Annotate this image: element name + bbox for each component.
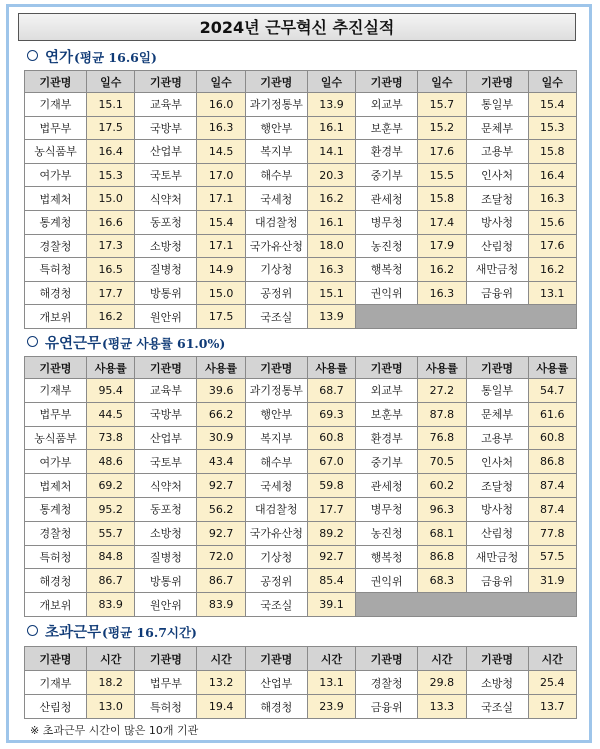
agency-name-cell: 조달청 bbox=[466, 187, 528, 211]
column-header: 사용률 bbox=[528, 357, 576, 379]
leave-section-title bbox=[27, 48, 157, 68]
agency-name-cell: 행안부 bbox=[245, 402, 307, 426]
value-cell: 13.9 bbox=[307, 93, 355, 117]
value-cell: 17.6 bbox=[418, 140, 466, 164]
value-cell: 15.3 bbox=[528, 116, 576, 140]
value-cell: 44.5 bbox=[87, 402, 135, 426]
agency-name-cell: 해경청 bbox=[25, 569, 87, 593]
agency-name-cell: 새만금청 bbox=[466, 545, 528, 569]
agency-name-cell: 국방부 bbox=[135, 116, 197, 140]
agency-name-cell: 법제처 bbox=[25, 187, 87, 211]
agency-name-cell: 동포청 bbox=[135, 497, 197, 521]
agency-name-cell: 통계청 bbox=[25, 497, 87, 521]
value-cell: 86.7 bbox=[197, 569, 245, 593]
value-cell: 16.3 bbox=[528, 187, 576, 211]
value-cell: 17.4 bbox=[418, 210, 466, 234]
agency-name-cell: 외교부 bbox=[356, 93, 418, 117]
agency-name-cell: 병무청 bbox=[356, 210, 418, 234]
value-cell: 68.3 bbox=[418, 569, 466, 593]
column-header: 기관명 bbox=[135, 71, 197, 93]
value-cell: 17.6 bbox=[528, 234, 576, 258]
circle-bullet-icon bbox=[27, 50, 38, 61]
agency-name-cell: 문체부 bbox=[466, 402, 528, 426]
column-header: 기관명 bbox=[135, 357, 197, 379]
agency-name-cell: 환경부 bbox=[356, 140, 418, 164]
value-cell: 73.8 bbox=[87, 426, 135, 450]
value-cell: 16.2 bbox=[87, 305, 135, 329]
value-cell: 15.7 bbox=[418, 93, 466, 117]
column-header: 일수 bbox=[528, 71, 576, 93]
agency-name-cell: 국토부 bbox=[135, 163, 197, 187]
value-cell: 27.2 bbox=[418, 379, 466, 403]
table-row bbox=[25, 187, 577, 211]
value-cell: 48.6 bbox=[87, 450, 135, 474]
agency-name-cell: 인사처 bbox=[466, 450, 528, 474]
column-header: 기관명 bbox=[466, 71, 528, 93]
agency-name-cell: 조달청 bbox=[466, 474, 528, 498]
agency-name-cell: 국방부 bbox=[135, 402, 197, 426]
agency-name-cell: 산림청 bbox=[466, 521, 528, 545]
agency-name-cell: 방통위 bbox=[135, 281, 197, 305]
value-cell: 25.4 bbox=[528, 671, 576, 695]
value-cell: 15.3 bbox=[87, 163, 135, 187]
column-header: 기관명 bbox=[245, 647, 307, 671]
footnote: ※ 초과근무 시간이 많은 10개 기관 bbox=[30, 724, 199, 737]
agency-name-cell: 인사처 bbox=[466, 163, 528, 187]
value-cell: 17.7 bbox=[307, 497, 355, 521]
column-header: 기관명 bbox=[25, 357, 87, 379]
table-row bbox=[25, 497, 577, 521]
agency-name-cell: 국가유산청 bbox=[245, 234, 307, 258]
agency-name-cell: 행안부 bbox=[245, 116, 307, 140]
agency-name-cell: 교육부 bbox=[135, 379, 197, 403]
value-cell: 13.7 bbox=[528, 695, 576, 719]
agency-name-cell: 법무부 bbox=[25, 402, 87, 426]
column-header: 기관명 bbox=[356, 647, 418, 671]
agency-name-cell: 복지부 bbox=[245, 426, 307, 450]
agency-name-cell: 농진청 bbox=[356, 234, 418, 258]
value-cell: 18.2 bbox=[87, 671, 135, 695]
agency-name-cell: 법무부 bbox=[25, 116, 87, 140]
value-cell: 55.7 bbox=[87, 521, 135, 545]
agency-name-cell: 통일부 bbox=[466, 379, 528, 403]
value-cell: 92.7 bbox=[197, 521, 245, 545]
table-row bbox=[25, 545, 577, 569]
table-header-row bbox=[25, 71, 577, 93]
value-cell: 96.3 bbox=[418, 497, 466, 521]
table-row bbox=[25, 281, 577, 305]
agency-name-cell: 특허청 bbox=[135, 695, 197, 719]
agency-name-cell: 보훈부 bbox=[356, 402, 418, 426]
agency-name-cell: 중기부 bbox=[356, 450, 418, 474]
table-row bbox=[25, 671, 577, 695]
value-cell: 68.7 bbox=[307, 379, 355, 403]
value-cell: 16.1 bbox=[307, 210, 355, 234]
agency-name-cell: 대검찰청 bbox=[245, 497, 307, 521]
overtime-table bbox=[24, 646, 577, 719]
table-header-row bbox=[25, 357, 577, 379]
value-cell: 15.4 bbox=[197, 210, 245, 234]
table-header-row bbox=[25, 647, 577, 671]
column-header: 일수 bbox=[197, 71, 245, 93]
agency-name-cell: 기상청 bbox=[245, 258, 307, 282]
column-header: 기관명 bbox=[135, 647, 197, 671]
value-cell: 17.1 bbox=[197, 187, 245, 211]
agency-name-cell: 산업부 bbox=[135, 426, 197, 450]
empty-filler-cell bbox=[356, 305, 577, 329]
value-cell: 39.6 bbox=[197, 379, 245, 403]
value-cell: 76.8 bbox=[418, 426, 466, 450]
value-cell: 60.2 bbox=[418, 474, 466, 498]
value-cell: 15.2 bbox=[418, 116, 466, 140]
agency-name-cell: 산림청 bbox=[25, 695, 87, 719]
column-header: 기관명 bbox=[356, 71, 418, 93]
agency-name-cell: 관세청 bbox=[356, 474, 418, 498]
value-cell: 15.4 bbox=[528, 93, 576, 117]
value-cell: 61.6 bbox=[528, 402, 576, 426]
table-row bbox=[25, 234, 577, 258]
empty-filler-cell bbox=[356, 593, 577, 617]
agency-name-cell: 공정위 bbox=[245, 569, 307, 593]
value-cell: 86.8 bbox=[418, 545, 466, 569]
agency-name-cell: 원안위 bbox=[135, 593, 197, 617]
agency-name-cell: 소방청 bbox=[466, 671, 528, 695]
agency-name-cell: 개보위 bbox=[25, 593, 87, 617]
value-cell: 31.9 bbox=[528, 569, 576, 593]
value-cell: 16.3 bbox=[307, 258, 355, 282]
value-cell: 69.3 bbox=[307, 402, 355, 426]
agency-name-cell: 과기정통부 bbox=[245, 93, 307, 117]
value-cell: 84.8 bbox=[87, 545, 135, 569]
table-row bbox=[25, 593, 577, 617]
agency-name-cell: 기재부 bbox=[25, 93, 87, 117]
leave-table bbox=[24, 70, 577, 329]
agency-name-cell: 행복청 bbox=[356, 258, 418, 282]
column-header: 사용률 bbox=[197, 357, 245, 379]
value-cell: 16.2 bbox=[307, 187, 355, 211]
agency-name-cell: 산업부 bbox=[245, 671, 307, 695]
column-header: 사용률 bbox=[418, 357, 466, 379]
table-row bbox=[25, 695, 577, 719]
value-cell: 92.7 bbox=[197, 474, 245, 498]
agency-name-cell: 문체부 bbox=[466, 116, 528, 140]
value-cell: 60.8 bbox=[307, 426, 355, 450]
agency-name-cell: 경찰청 bbox=[25, 234, 87, 258]
value-cell: 69.2 bbox=[87, 474, 135, 498]
agency-name-cell: 질병청 bbox=[135, 545, 197, 569]
agency-name-cell: 고용부 bbox=[466, 426, 528, 450]
value-cell: 14.5 bbox=[197, 140, 245, 164]
overtime-average-note: (평균 16.7시간) bbox=[102, 625, 197, 640]
value-cell: 43.4 bbox=[197, 450, 245, 474]
value-cell: 39.1 bbox=[307, 593, 355, 617]
agency-name-cell: 식약처 bbox=[135, 187, 197, 211]
value-cell: 13.1 bbox=[307, 671, 355, 695]
agency-name-cell: 동포청 bbox=[135, 210, 197, 234]
agency-name-cell: 산업부 bbox=[135, 140, 197, 164]
value-cell: 68.1 bbox=[418, 521, 466, 545]
column-header: 시간 bbox=[528, 647, 576, 671]
agency-name-cell: 권익위 bbox=[356, 569, 418, 593]
value-cell: 14.1 bbox=[307, 140, 355, 164]
value-cell: 13.1 bbox=[528, 281, 576, 305]
table-row bbox=[25, 258, 577, 282]
overtime-title: 초과근무 bbox=[45, 625, 102, 641]
agency-name-cell: 여가부 bbox=[25, 450, 87, 474]
agency-name-cell: 법제처 bbox=[25, 474, 87, 498]
value-cell: 17.1 bbox=[197, 234, 245, 258]
agency-name-cell: 교육부 bbox=[135, 93, 197, 117]
agency-name-cell: 해경청 bbox=[25, 281, 87, 305]
value-cell: 29.8 bbox=[418, 671, 466, 695]
value-cell: 77.8 bbox=[528, 521, 576, 545]
value-cell: 87.4 bbox=[528, 497, 576, 521]
column-header: 시간 bbox=[307, 647, 355, 671]
value-cell: 15.6 bbox=[528, 210, 576, 234]
circle-bullet-icon bbox=[27, 625, 38, 636]
column-header: 기관명 bbox=[356, 357, 418, 379]
column-header: 일수 bbox=[87, 71, 135, 93]
table-row bbox=[25, 450, 577, 474]
agency-name-cell: 소방청 bbox=[135, 234, 197, 258]
column-header: 기관명 bbox=[25, 647, 87, 671]
value-cell: 67.0 bbox=[307, 450, 355, 474]
value-cell: 56.2 bbox=[197, 497, 245, 521]
value-cell: 95.4 bbox=[87, 379, 135, 403]
value-cell: 83.9 bbox=[87, 593, 135, 617]
agency-name-cell: 농식품부 bbox=[25, 426, 87, 450]
agency-name-cell: 보훈부 bbox=[356, 116, 418, 140]
table-row bbox=[25, 402, 577, 426]
table-row bbox=[25, 474, 577, 498]
value-cell: 85.4 bbox=[307, 569, 355, 593]
value-cell: 95.2 bbox=[87, 497, 135, 521]
value-cell: 66.2 bbox=[197, 402, 245, 426]
value-cell: 86.8 bbox=[528, 450, 576, 474]
value-cell: 16.4 bbox=[87, 140, 135, 164]
value-cell: 16.3 bbox=[418, 281, 466, 305]
agency-name-cell: 환경부 bbox=[356, 426, 418, 450]
value-cell: 57.5 bbox=[528, 545, 576, 569]
column-header: 기관명 bbox=[245, 357, 307, 379]
agency-name-cell: 국세청 bbox=[245, 474, 307, 498]
value-cell: 16.4 bbox=[528, 163, 576, 187]
agency-name-cell: 통일부 bbox=[466, 93, 528, 117]
column-header: 일수 bbox=[418, 71, 466, 93]
value-cell: 16.0 bbox=[197, 93, 245, 117]
agency-name-cell: 원안위 bbox=[135, 305, 197, 329]
agency-name-cell: 기상청 bbox=[245, 545, 307, 569]
value-cell: 72.0 bbox=[197, 545, 245, 569]
overtime-section-title bbox=[27, 623, 197, 643]
value-cell: 16.1 bbox=[307, 116, 355, 140]
agency-name-cell: 복지부 bbox=[245, 140, 307, 164]
column-header: 사용률 bbox=[87, 357, 135, 379]
agency-name-cell: 특허청 bbox=[25, 545, 87, 569]
value-cell: 16.5 bbox=[87, 258, 135, 282]
column-header: 시간 bbox=[418, 647, 466, 671]
agency-name-cell: 국세청 bbox=[245, 187, 307, 211]
agency-name-cell: 농진청 bbox=[356, 521, 418, 545]
agency-name-cell: 경찰청 bbox=[356, 671, 418, 695]
column-header: 일수 bbox=[307, 71, 355, 93]
agency-name-cell: 방통위 bbox=[135, 569, 197, 593]
agency-name-cell: 기재부 bbox=[25, 671, 87, 695]
value-cell: 70.5 bbox=[418, 450, 466, 474]
column-header: 기관명 bbox=[25, 71, 87, 93]
value-cell: 54.7 bbox=[528, 379, 576, 403]
flex-title: 유연근무 bbox=[45, 336, 102, 352]
value-cell: 92.7 bbox=[307, 545, 355, 569]
agency-name-cell: 특허청 bbox=[25, 258, 87, 282]
agency-name-cell: 통계청 bbox=[25, 210, 87, 234]
agency-name-cell: 대검찰청 bbox=[245, 210, 307, 234]
value-cell: 16.2 bbox=[528, 258, 576, 282]
value-cell: 15.8 bbox=[528, 140, 576, 164]
value-cell: 16.3 bbox=[197, 116, 245, 140]
table-row bbox=[25, 569, 577, 593]
agency-name-cell: 방사청 bbox=[466, 497, 528, 521]
agency-name-cell: 방사청 bbox=[466, 210, 528, 234]
table-row bbox=[25, 379, 577, 403]
value-cell: 89.2 bbox=[307, 521, 355, 545]
agency-name-cell: 경찰청 bbox=[25, 521, 87, 545]
leave-title: 연가 bbox=[45, 50, 74, 66]
value-cell: 15.1 bbox=[307, 281, 355, 305]
value-cell: 30.9 bbox=[197, 426, 245, 450]
value-cell: 13.9 bbox=[307, 305, 355, 329]
flex-table bbox=[24, 356, 577, 617]
agency-name-cell: 공정위 bbox=[245, 281, 307, 305]
agency-name-cell: 권익위 bbox=[356, 281, 418, 305]
agency-name-cell: 산림청 bbox=[466, 234, 528, 258]
page-title: 2024년 근무혁신 추진실적 bbox=[18, 13, 576, 41]
agency-name-cell: 소방청 bbox=[135, 521, 197, 545]
table-row bbox=[25, 116, 577, 140]
value-cell: 15.0 bbox=[197, 281, 245, 305]
column-header: 시간 bbox=[87, 647, 135, 671]
table-row bbox=[25, 163, 577, 187]
value-cell: 14.9 bbox=[197, 258, 245, 282]
table-row bbox=[25, 305, 577, 329]
column-header: 기관명 bbox=[466, 357, 528, 379]
agency-name-cell: 병무청 bbox=[356, 497, 418, 521]
table-row bbox=[25, 93, 577, 117]
agency-name-cell: 질병청 bbox=[135, 258, 197, 282]
agency-name-cell: 해경청 bbox=[245, 695, 307, 719]
agency-name-cell: 기재부 bbox=[25, 379, 87, 403]
agency-name-cell: 농식품부 bbox=[25, 140, 87, 164]
value-cell: 19.4 bbox=[197, 695, 245, 719]
value-cell: 87.8 bbox=[418, 402, 466, 426]
agency-name-cell: 개보위 bbox=[25, 305, 87, 329]
agency-name-cell: 행복청 bbox=[356, 545, 418, 569]
agency-name-cell: 금융위 bbox=[356, 695, 418, 719]
column-header: 기관명 bbox=[245, 71, 307, 93]
value-cell: 86.7 bbox=[87, 569, 135, 593]
value-cell: 16.2 bbox=[418, 258, 466, 282]
value-cell: 17.5 bbox=[197, 305, 245, 329]
agency-name-cell: 금융위 bbox=[466, 569, 528, 593]
agency-name-cell: 국조실 bbox=[466, 695, 528, 719]
agency-name-cell: 외교부 bbox=[356, 379, 418, 403]
value-cell: 20.3 bbox=[307, 163, 355, 187]
agency-name-cell: 여가부 bbox=[25, 163, 87, 187]
table-row bbox=[25, 426, 577, 450]
agency-name-cell: 금융위 bbox=[466, 281, 528, 305]
value-cell: 15.0 bbox=[87, 187, 135, 211]
value-cell: 13.3 bbox=[418, 695, 466, 719]
agency-name-cell: 해수부 bbox=[245, 450, 307, 474]
table-row bbox=[25, 140, 577, 164]
agency-name-cell: 국토부 bbox=[135, 450, 197, 474]
value-cell: 15.5 bbox=[418, 163, 466, 187]
value-cell: 17.7 bbox=[87, 281, 135, 305]
value-cell: 13.0 bbox=[87, 695, 135, 719]
column-header: 시간 bbox=[197, 647, 245, 671]
value-cell: 17.3 bbox=[87, 234, 135, 258]
agency-name-cell: 국조실 bbox=[245, 305, 307, 329]
flex-average-note: (평균 사용률 61.0%) bbox=[102, 336, 226, 351]
value-cell: 23.9 bbox=[307, 695, 355, 719]
leave-average-note: (평균 16.6일) bbox=[74, 50, 157, 65]
agency-name-cell: 식약처 bbox=[135, 474, 197, 498]
value-cell: 18.0 bbox=[307, 234, 355, 258]
value-cell: 83.9 bbox=[197, 593, 245, 617]
value-cell: 16.6 bbox=[87, 210, 135, 234]
value-cell: 87.4 bbox=[528, 474, 576, 498]
value-cell: 15.8 bbox=[418, 187, 466, 211]
agency-name-cell: 법무부 bbox=[135, 671, 197, 695]
agency-name-cell: 해수부 bbox=[245, 163, 307, 187]
column-header: 기관명 bbox=[466, 647, 528, 671]
table-row bbox=[25, 521, 577, 545]
circle-bullet-icon bbox=[27, 336, 38, 347]
agency-name-cell: 관세청 bbox=[356, 187, 418, 211]
value-cell: 15.1 bbox=[87, 93, 135, 117]
value-cell: 59.8 bbox=[307, 474, 355, 498]
agency-name-cell: 고용부 bbox=[466, 140, 528, 164]
value-cell: 17.9 bbox=[418, 234, 466, 258]
table-row bbox=[25, 210, 577, 234]
value-cell: 13.2 bbox=[197, 671, 245, 695]
agency-name-cell: 국조실 bbox=[245, 593, 307, 617]
flex-section-title bbox=[27, 334, 225, 354]
agency-name-cell: 새만금청 bbox=[466, 258, 528, 282]
value-cell: 17.0 bbox=[197, 163, 245, 187]
value-cell: 60.8 bbox=[528, 426, 576, 450]
column-header: 사용률 bbox=[307, 357, 355, 379]
value-cell: 17.5 bbox=[87, 116, 135, 140]
agency-name-cell: 국가유산청 bbox=[245, 521, 307, 545]
agency-name-cell: 과기정통부 bbox=[245, 379, 307, 403]
agency-name-cell: 중기부 bbox=[356, 163, 418, 187]
